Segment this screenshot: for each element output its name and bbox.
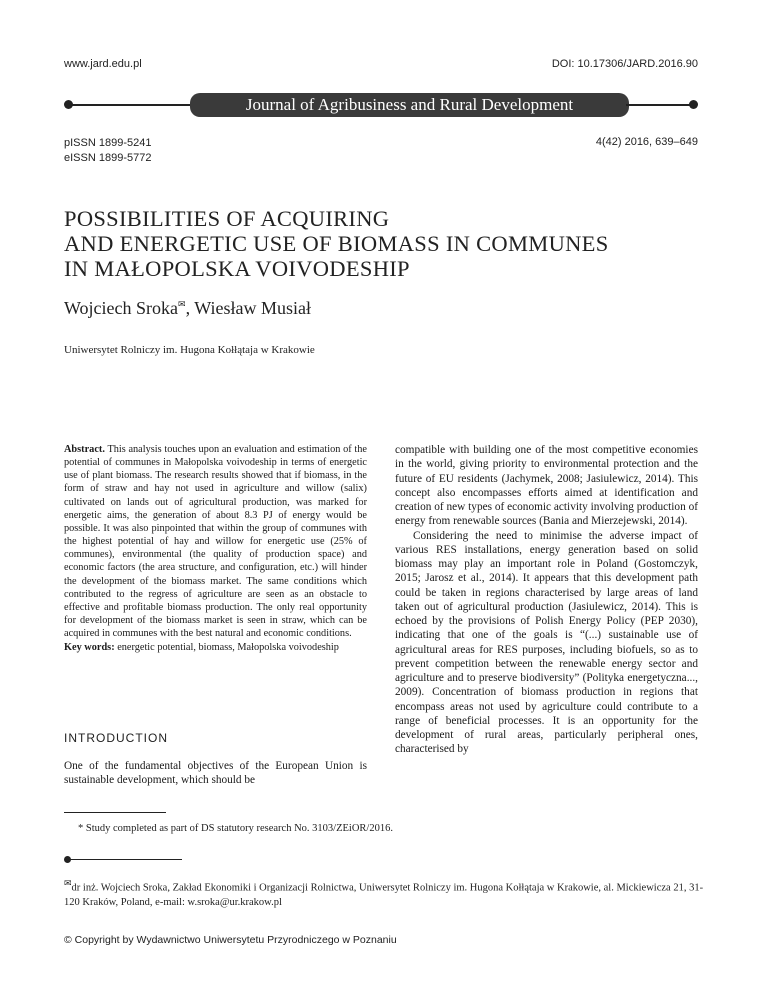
abstract [64,443,367,640]
abstract-label: Abstract. [64,444,105,455]
paragraph: Considering the need to minimise the adverse impact of various RES installations, energy generation based on solid biomass may play an important role in Poland (Gostomczyk, 2015; Jarosz et al., 2014). It appears that this development path could be taken in regions characterised by large areas of land taken out of agricultural production (Jasiulewicz, 2014). This is echoed by the provisions of Polish Energy Policy (PEP 2030), indicating that one of the goals is “(...) sustainable use of agricultural areas for RES purposes, including biofuels, so as to prevent competition between the renewable energy sector and agriculture and to preserve biodiversity” (Polityka energetyczna..., 2009). Concentration of biomass production in regions that encompass areas not used by agriculture could contribute to a range of beneficial processes. It is an opportunity for the development of rural areas, particularly peripheral ones, characterised by [395,529,698,756]
article-title [64,206,704,281]
envelope-icon: ✉ [64,878,72,888]
issue-pages: 4(42) 2016, 639–649 [595,136,698,148]
copyright: © Copyright by Wydawnictwo Uniwersytetu Przyrodniczego w Poznaniu [64,934,397,946]
banner-dot-right [689,100,698,109]
correspondence [64,876,704,910]
banner-rule-right [626,104,692,106]
eissn: eISSN 1899-5772 [64,152,152,164]
introduction-text [64,759,367,788]
paragraph: compatible with building one of the most competitive economies in the world, giving priority to environmental protection and the future of EU residents (Jachymek, 2008; Jasiulewicz, 2014). This concept also encompasses efforts aimed at identification and creation of new types of economic activity involving production of energy from renewable sources (Bania and Mierzejewski, 2014). [395,444,698,528]
footnote: * Study completed as part of DS statutory research No. 3103/ZEiOR/2016. [78,823,393,834]
section-heading: INTRODUCTION [64,731,168,745]
correspondence-text: dr inż. Wojciech Sroka, Zakład Ekonomiki i Organizacji Rolnictwa, Uniwersytet Rolniczy im. Hugona Kołłątaja w Krakowie, al. Mickiewicza 21, 31-120 Kraków, Poland, e-mail: w.sroka@ur.krakow.pl [64,882,704,908]
keywords-text: energetic potential, biomass, Małopolska voivodeship [114,642,339,653]
keywords [64,641,367,654]
doi[interactable]: DOI: 10.17306/JARD.2016.90 [551,58,698,70]
journal-banner [64,93,698,117]
correspondence-rule [64,855,182,865]
journal-name: Journal of Agribusiness and Rural Development [190,93,629,117]
right-column-text [395,443,698,757]
paragraph: One of the fundamental objectives of the European Union is sustainable development, which should be [64,760,367,787]
authors [64,298,311,319]
title-line: IN MAŁOPOLSKA VOIVODESHIP [64,256,410,281]
abstract-text: This analysis touches upon an evaluation and estimation of the potential of communes in Małopolska voivodeship in terms of energetic use of plant biomass. The research results showed that if biomass, in the form of straw and hay not used in agriculture and willow (salix) cultivated on lands out of agricultural production, was marked for energetic aims, the generation of about 8.3 PJ of energy would be possible. It was also pinpointed that within the group of communes with the highest potential of hay and willow for energetic use (25% of communes), environmental (the quality of production space) and economic factors (the area structure, and configuration, etc.) will hinder the development of the biomass market. The same conditions which contributed to the regress of agriculture are seen as an obstacle to effective and profitable biomass production. The only real opportunity for development of the biomass market is seen in straw, which can be acquired in communes with the best natural and economic conditions. [64,444,367,640]
journal-website[interactable]: www.jard.edu.pl [64,58,142,70]
author-name: Wiesław Musiał [194,298,312,318]
affiliation: Uniwersytet Rolniczy im. Hugona Kołłątaja w Krakowie [64,344,315,356]
author-name: Wojciech Sroka [64,298,179,318]
rule-line [68,859,182,860]
issn-block [64,136,151,166]
envelope-icon: ✉ [178,299,186,309]
banner-rule-left [70,104,194,106]
keywords-label: Key words: [64,642,115,653]
pissn: pISSN 1899-5241 [64,137,152,149]
author-separator: , [185,298,195,318]
title-line: AND ENERGETIC USE OF BIOMASS IN COMMUNES [64,231,609,256]
footnote-rule [64,812,166,813]
title-line: POSSIBILITIES OF ACQUIRING [64,206,390,231]
